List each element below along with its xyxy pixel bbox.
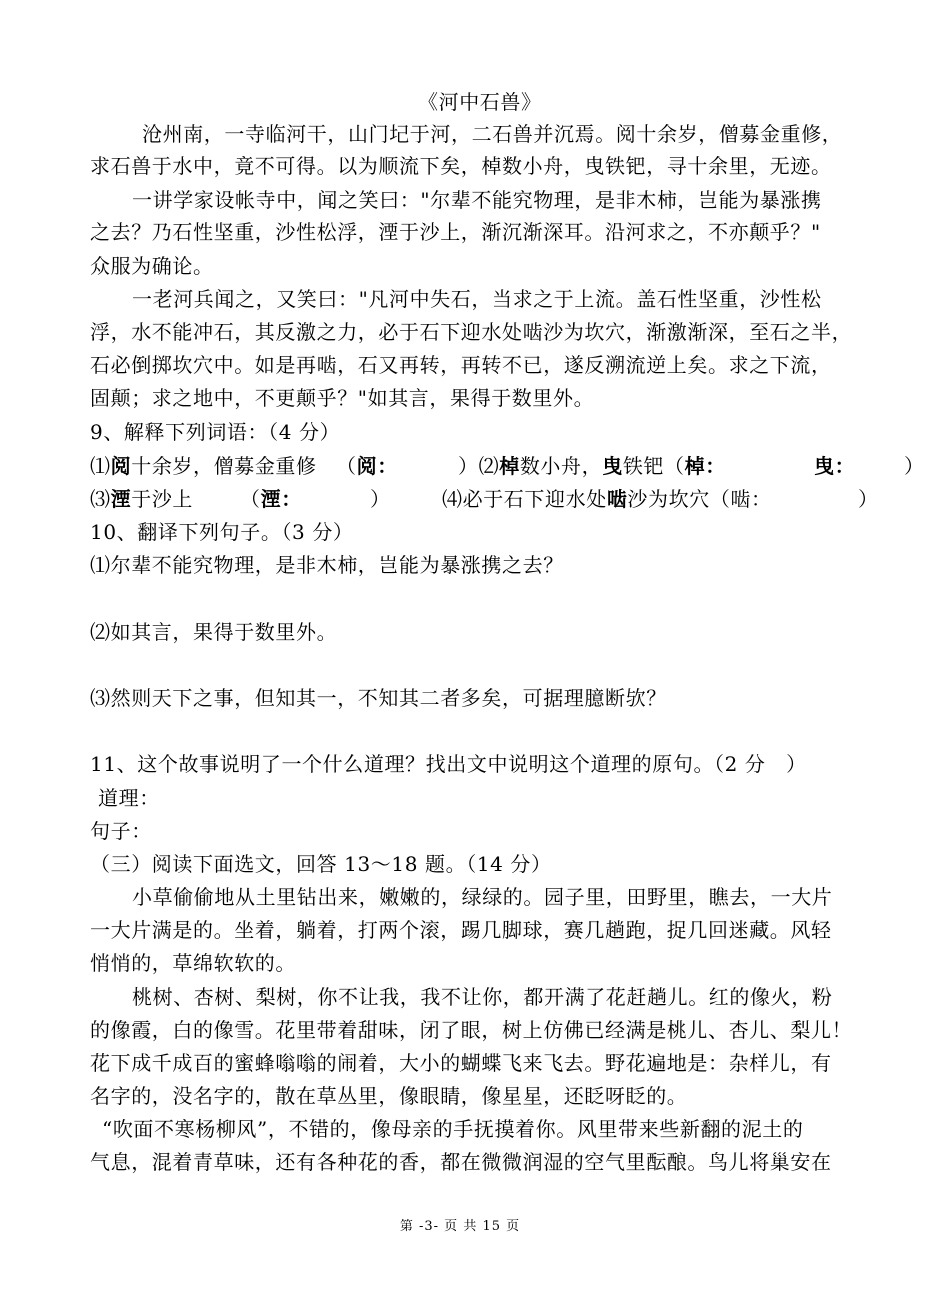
- s3-p2-line3: 花下成千成百的蜜蜂嗡嗡的闹着，大小的蝴蝶飞来飞去。野花遍地是：杂样儿，有: [90, 1051, 832, 1075]
- story-p3-line3: 石必倒掷坎穴中。如是再啮，石又再转，再转不已，遂反溯流逆上矣。求之下流，: [90, 353, 832, 377]
- q9-item3-blank: （湮：: [240, 487, 302, 511]
- story-title: 《河中石兽》: [418, 90, 542, 114]
- story-p2-line2: 之去？乃石性坚重，沙性松浮，湮于沙上，渐沉渐深耳。沿河求之，不亦颠乎？": [90, 220, 821, 244]
- q9-item1-blank: （阅：: [336, 454, 398, 478]
- q9-item3-close: ）: [370, 487, 391, 511]
- q10-heading: 10、翻译下列句子。（3 分）: [90, 520, 354, 544]
- q9-item2-close: ）: [904, 454, 925, 478]
- q9-item3: ⑶湮于沙上: [90, 487, 194, 511]
- q10-sentence1: ⑴尔辈不能究物理，是非木柿，岂能为暴涨携之去？: [90, 553, 564, 577]
- s3-p1-line2: 一大片满是的。坐着，躺着，打两个滚，踢几脚球，赛几趟跑，捉几回迷藏。风轻: [90, 918, 832, 942]
- q9-item1: ⑴阅十余岁，僧募金重修: [90, 454, 317, 478]
- story-p2-line3: 众服为确论。: [90, 254, 214, 278]
- s3-p3-line1: “吹面不寒杨柳风”，不错的，像母亲的手抚摸着你。风里带来些新翻的泥土的: [102, 1117, 804, 1141]
- q9-heading: 9、解释下列词语：（4 分）: [90, 420, 341, 444]
- q10-sentence2: ⑵如其言，果得于数里外。: [90, 620, 338, 644]
- story-p3-line4: 固颠；求之地中，不更颠乎？"如其言，果得于数里外。: [90, 386, 595, 410]
- s3-p3-line2: 气息，混着青草味，还有各种花的香，都在微微润湿的空气里酝酿。鸟儿将巢安在: [90, 1150, 832, 1174]
- q11-daoli: 道理：: [98, 786, 160, 810]
- q9-item4-close: ）: [858, 487, 879, 511]
- q11-juzi: 句子：: [90, 819, 152, 843]
- story-p3-line2: 浮，水不能冲石，其反激之力，必于石下迎水处啮沙为坎穴，渐激渐深，至石之半，: [90, 320, 853, 344]
- page-footer: 第 -3- 页 共 15 页: [399, 1219, 521, 1234]
- q11-heading: 11、这个故事说明了一个什么道理？找出文中说明这个道理的原句。（2 分 ）: [90, 752, 807, 776]
- q9-item2-blank2: 曳：: [814, 454, 856, 478]
- s3-p2-line4: 名字的，没名字的，散在草丛里，像眼睛，像星星，还眨呀眨的。: [90, 1084, 688, 1108]
- q10-sentence3: ⑶然则天下之事，但知其一，不知其二者多矣，可据理臆断欤？: [90, 686, 667, 710]
- story-p1-line1: 沧州南，一寺临河干，山门圮于河，二石兽并沉焉。阅十余岁，僧募金重修，: [142, 122, 843, 146]
- s3-p2-line1: 桃树、杏树、梨树，你不让我，我不让你，都开满了花赶趟儿。红的像火，粉: [132, 985, 833, 1009]
- story-p2-line1: 一讲学家设帐寺中，闻之笑曰："尔辈不能究物理，是非木柿，岂能为暴涨携: [132, 188, 822, 212]
- q9-row2: [90, 485, 910, 513]
- q9-item1-close: ）⑵棹数小舟，曳铁钯（棹：: [458, 454, 726, 478]
- s3-p2-line2: 的像霞，白的像雪。花里带着甜味，闭了眼，树上仿佛已经满是桃儿、杏儿、梨儿！: [90, 1018, 853, 1042]
- story-p3-line1: 一老河兵闻之，又笑曰："凡河中失石，当求之于上流。盖石性坚重，沙性松: [132, 287, 822, 311]
- section3-heading: （三）阅读下面选文，回答 13～18 题。（14 分）: [90, 852, 552, 876]
- story-p1-line2: 求石兽于水中，竟不可得。以为顺流下矣，棹数小舟，曳铁钯，寻十余里，无迹。: [90, 154, 832, 178]
- s3-p1-line1: 小草偷偷地从土里钻出来，嫩嫩的，绿绿的。园子里，田野里，瞧去，一大片: [132, 885, 833, 909]
- q9-row1: [90, 452, 925, 480]
- q9-item4: ⑷必于石下迎水处啮沙为坎穴（啮：: [442, 487, 772, 511]
- s3-p1-line3: 悄悄的，草绵软软的。: [90, 951, 296, 975]
